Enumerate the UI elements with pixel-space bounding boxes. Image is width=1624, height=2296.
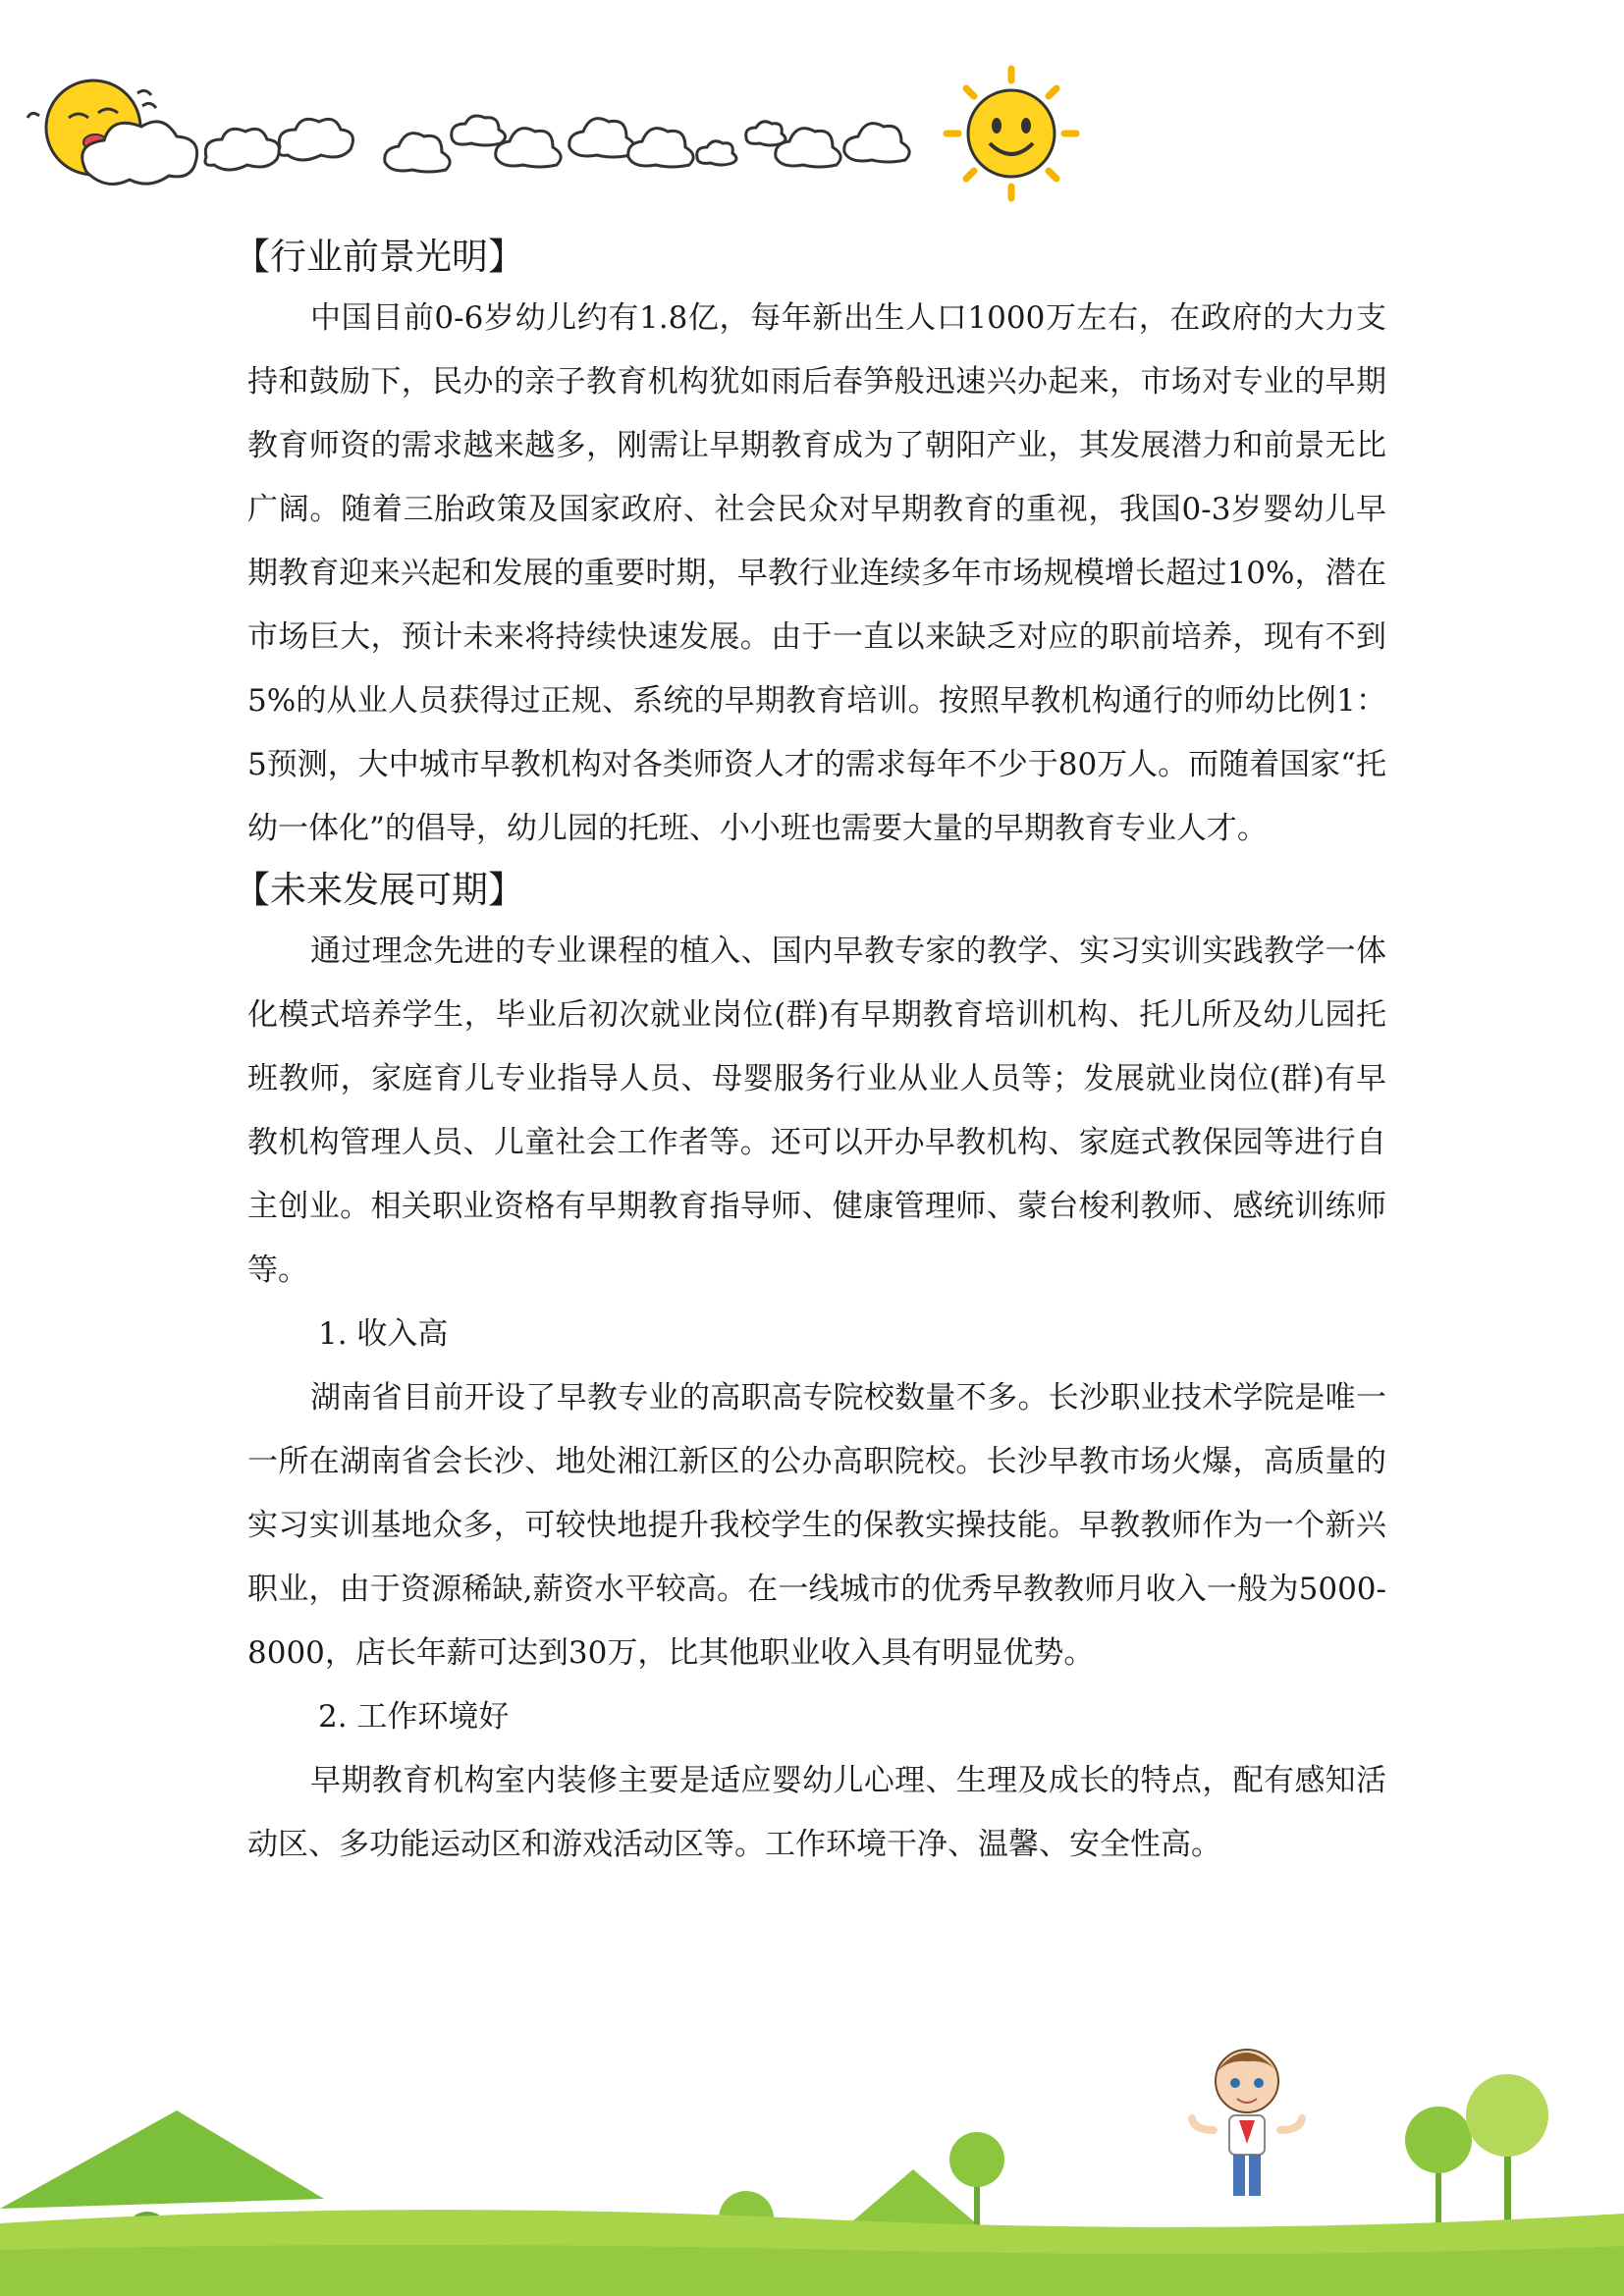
paragraph: 中国目前0-6岁幼儿约有1.8亿，每年新出生人口1000万左右，在政府的大力支持和鼓励下，民办的亲子教育机构犹如雨后春笋般迅速兴办起来，市场对专业的早期教育师资的需求越来越多，刚需让早期教育成为了朝阳产业，其发展潜力和前景无比广阔。随着三胎政策及国家政府、社会民众对早期教育的重视，我国0-3岁婴幼儿早期教育迎来兴起和发展的重要时期，早教行业连续多年市场规模增长超过10%，潜在市场巨大，预计未来将持续快速发展。由于一直以来缺乏对应的职前培养，现有不到5%的从业人员获得过正规、系统的早期教育培训。按照早教机构通行的师幼比例1：5预测，大中城市早教机构对各类师资人才的需求每年不少于80万人。而随着国家“托幼一体化”的倡导，幼儿园的托班、小小班也需要大量的早期教育专业人才。 xyxy=(247,300,1387,846)
paragraph: 通过理念先进的专业课程的植入、国内早教专家的教学、实习实训实践教学一体化模式培养学生，毕业后初次就业岗位(群)有早期教育培训机构、托儿所及幼儿园托班教师，家庭育儿专业指导人员、母婴服务行业从业人员等；发展就业岗位(群)有早教机构管理人员、儿童社会工作者等。还可以开办早教机构、家庭式教保园等进行自主创业。相关职业资格有早期教育指导师、健康管理师、蒙台梭利教师、感统训练师等。 xyxy=(247,934,1386,1288)
paragraph: 湖南省目前开设了早教专业的高职高专院校数量不多。长沙职业技术学院是唯一一所在湖南省会长沙、地处湘江新区的公办高职院校。长沙早教市场火爆，高质量的实习实训基地众多，可较快地提升我校学生的保教实操技能。早教教师作为一个新兴职业，由于资源稀缺,薪资水平较高。在一线城市的优秀早教教师月收入一般为5000-8000，店长年薪可达到30万，比其他职业收入具有明显优势。 xyxy=(247,1380,1386,1671)
header-decoration xyxy=(0,0,1624,226)
paragraph: 早期教育机构室内装修主要是适应婴幼儿心理、生理及成长的特点，配有感知活动区、多功能运动区和游戏活动区等。工作环境干净、温馨、安全性高。 xyxy=(247,1763,1386,1862)
smiling-sun-icon xyxy=(947,69,1076,198)
document-body xyxy=(234,228,1387,1877)
grass-ground xyxy=(0,2210,1624,2296)
section-heading: 【未来发展可期】 xyxy=(234,869,524,911)
section-heading: 【行业前景光明】 xyxy=(234,236,524,278)
child-icon xyxy=(1192,2050,1302,2196)
numbered-item-title: 1. 收入高 xyxy=(318,1316,449,1352)
footer-decoration xyxy=(0,2022,1624,2296)
cloud-row-icon xyxy=(205,116,909,172)
numbered-item-title: 2. 工作环境好 xyxy=(318,1699,510,1735)
